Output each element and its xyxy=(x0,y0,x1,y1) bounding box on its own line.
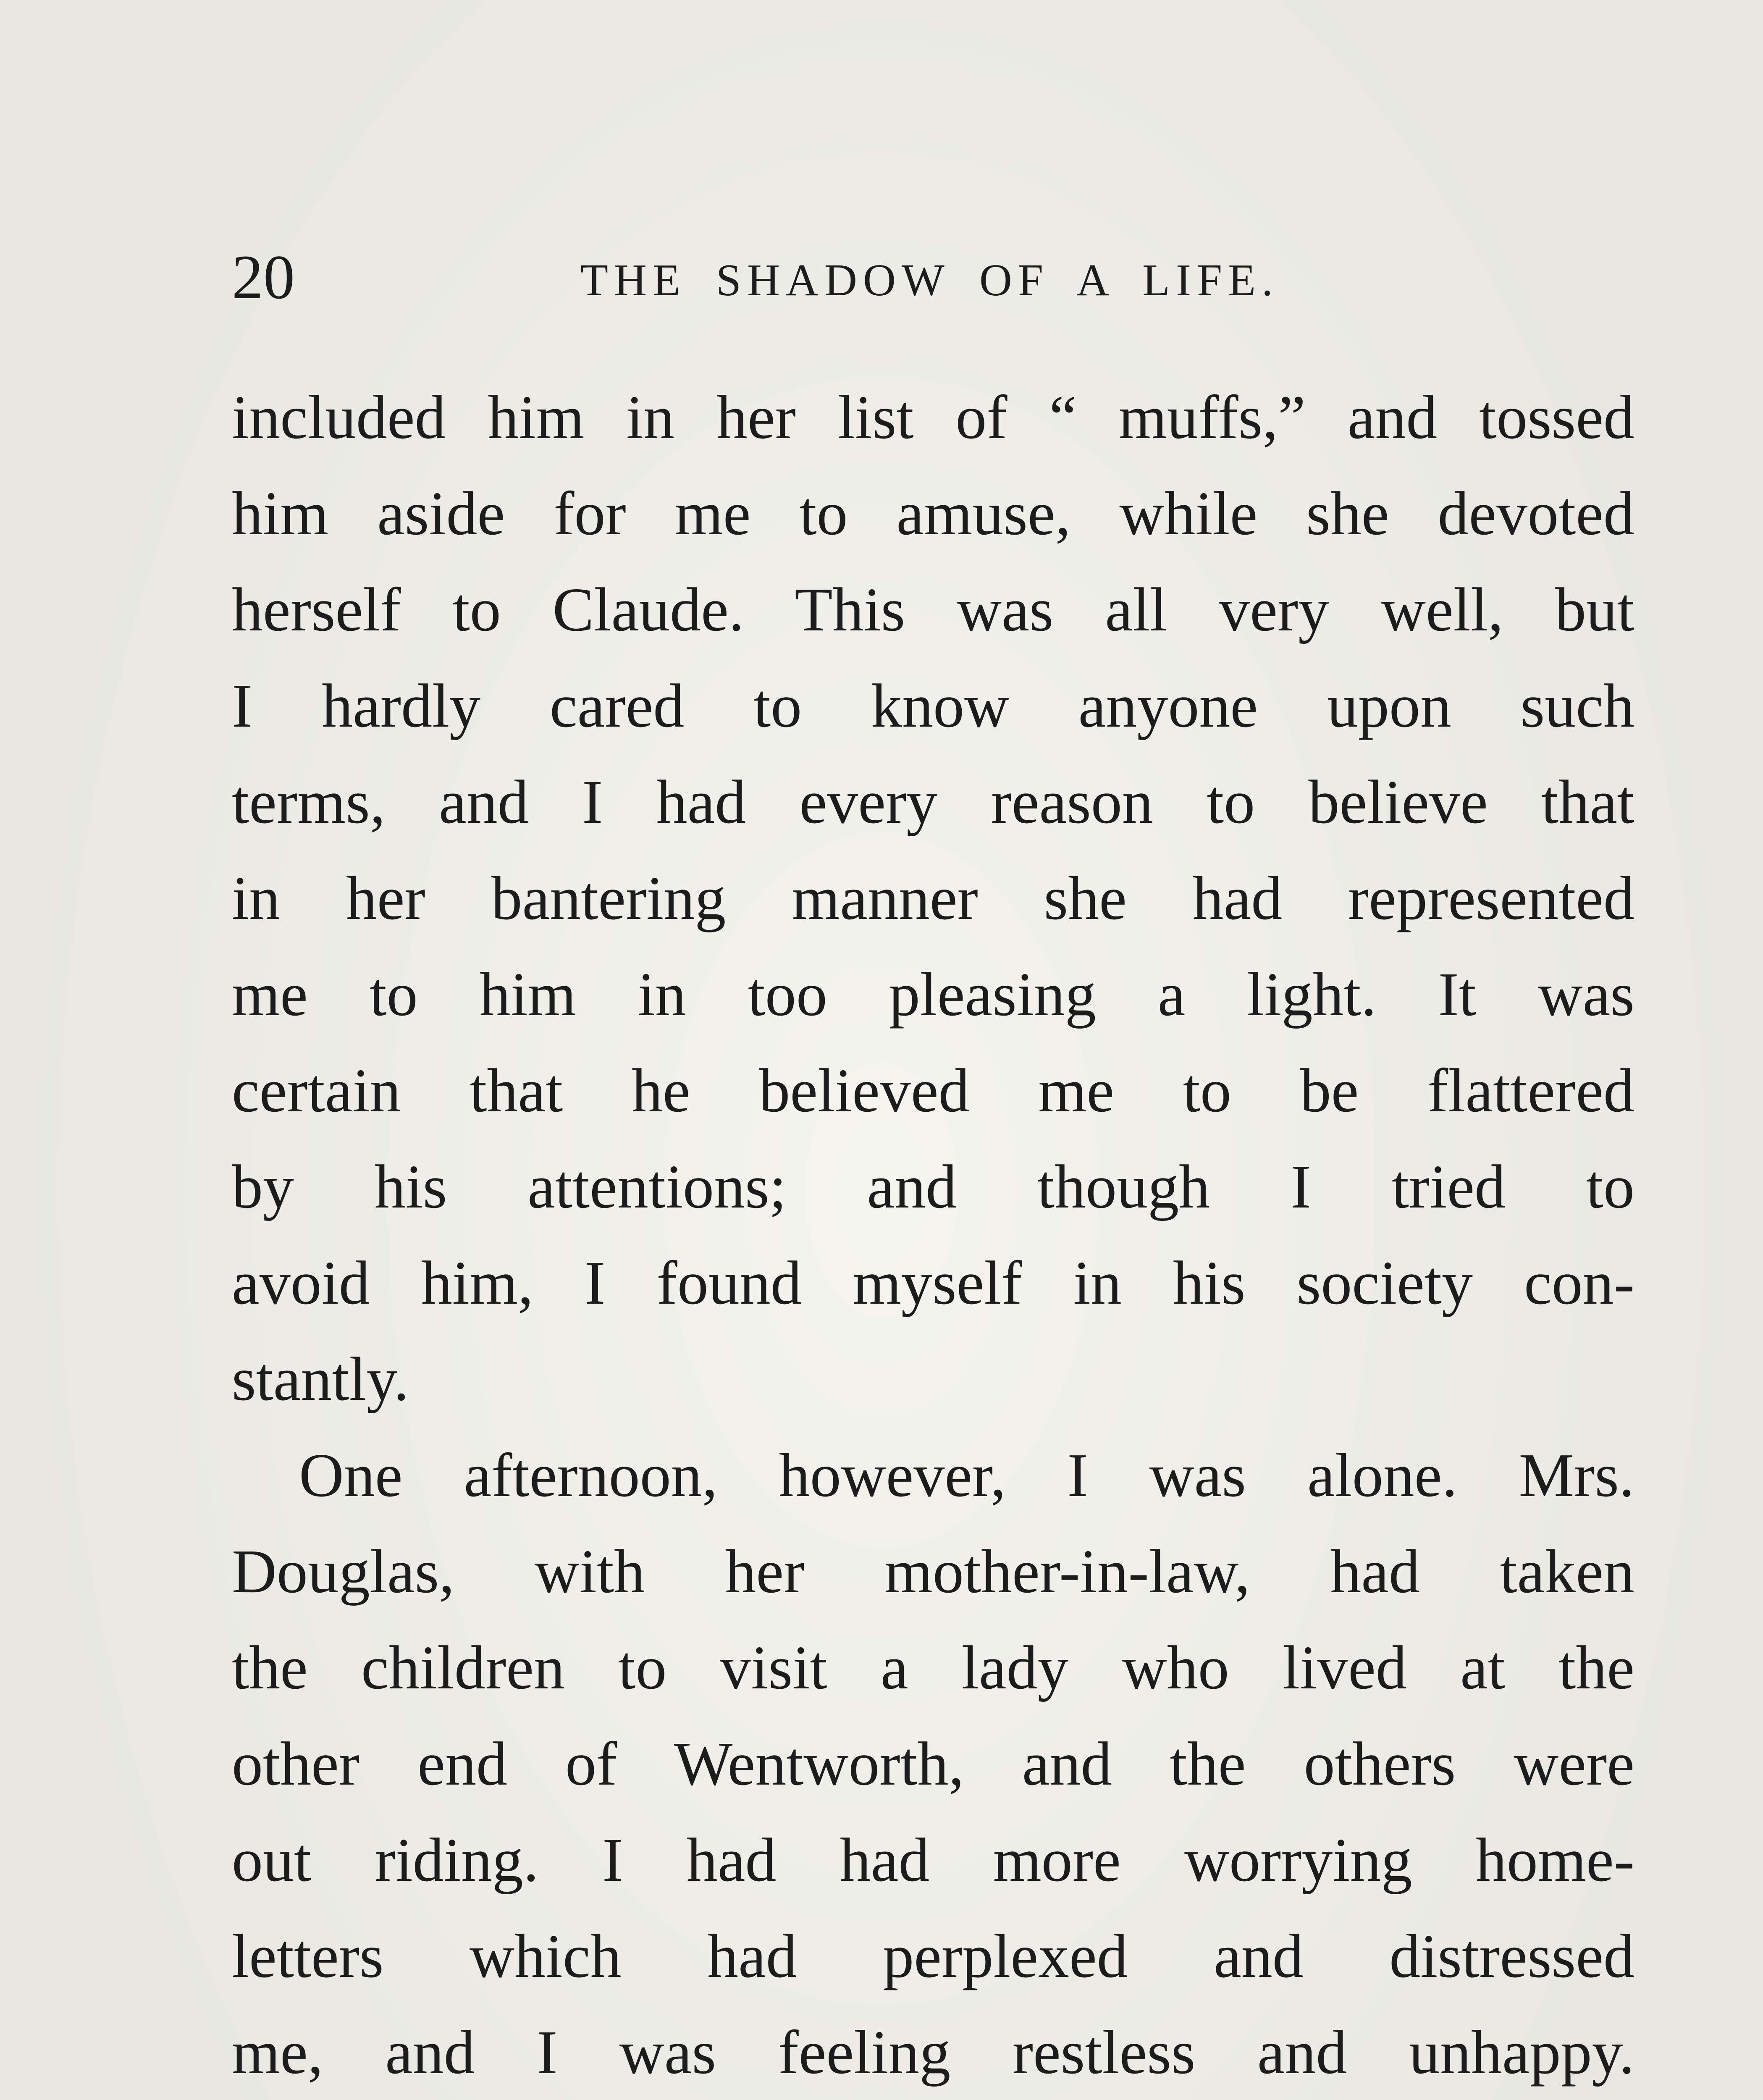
text-line: out riding. I had had more worrying home- xyxy=(232,1826,1634,1895)
text-line: other end of Wentworth, and the others were xyxy=(232,1730,1634,1798)
page-number: 20 xyxy=(232,242,295,312)
text-line: included him in her list of “ muffs,” and tossed xyxy=(232,383,1634,452)
text-line: certain that he believed me to be flattered xyxy=(232,1056,1634,1125)
text-line: the children to visit a lady who lived at the xyxy=(232,1633,1634,1702)
text-line: me to him in too pleasing a light. It was xyxy=(232,960,1634,1029)
body-text xyxy=(232,370,1634,2100)
page-header xyxy=(232,235,1634,319)
running-head: THE SHADOW OF A LIFE. xyxy=(580,255,1279,305)
text-line: me, and I was feeling restless and unhappy. xyxy=(232,2018,1634,2087)
text-line: avoid him, I found myself in his society con- xyxy=(232,1249,1634,1318)
text-line: in her bantering manner she had represented xyxy=(232,864,1634,933)
text-line: I hardly cared to know anyone upon such xyxy=(232,672,1634,740)
text-line: him aside for me to amuse, while she devoted xyxy=(232,479,1634,548)
text-line: One afternoon, however, I was alone. Mrs. xyxy=(299,1441,1634,1510)
text-line: by his attentions; and though I tried to xyxy=(232,1152,1634,1221)
text-line: terms, and I had every reason to believe that xyxy=(232,768,1634,837)
text-line: letters which had perplexed and distressed xyxy=(232,1922,1634,1991)
text-line: stantly. xyxy=(232,1345,409,1414)
text-line: herself to Claude. This was all very well, but xyxy=(232,575,1634,644)
text-line: Douglas, with her mother-in-law, had taken xyxy=(232,1537,1634,1606)
